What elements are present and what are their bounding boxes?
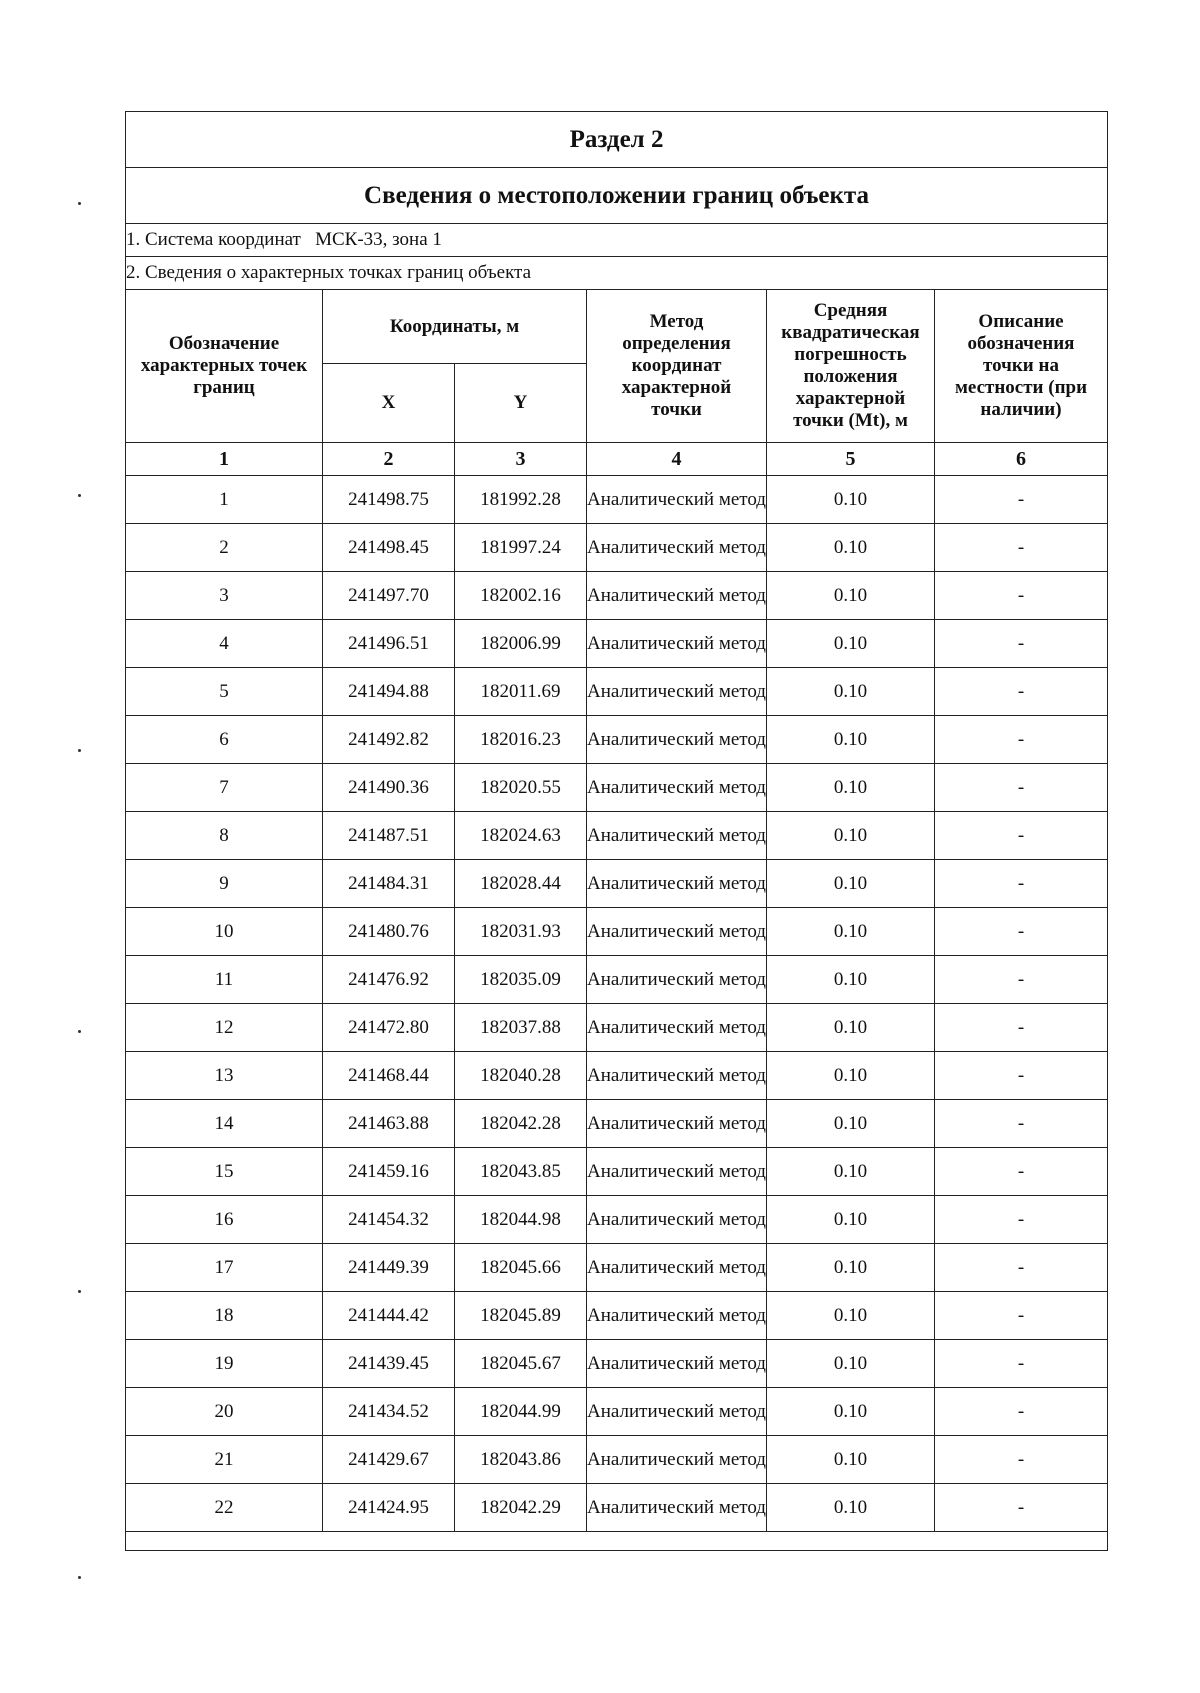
table-row <box>126 1340 1108 1388</box>
method: Аналитический метод <box>587 956 767 1004</box>
coord-y: 182044.99 <box>455 1388 587 1436</box>
method: Аналитический метод <box>587 764 767 812</box>
coord-y: 182031.93 <box>455 908 587 956</box>
scan-speck <box>78 1576 81 1579</box>
coord-y: 181992.28 <box>455 476 587 524</box>
method: Аналитический метод <box>587 524 767 572</box>
error-mt: 0.10 <box>767 1292 935 1340</box>
table-row <box>126 908 1108 956</box>
error-mt: 0.10 <box>767 764 935 812</box>
scan-speck <box>78 1030 81 1033</box>
coord-y: 182045.89 <box>455 1292 587 1340</box>
table-row <box>126 860 1108 908</box>
method: Аналитический метод <box>587 812 767 860</box>
description: - <box>935 1484 1108 1532</box>
coord-y: 182042.29 <box>455 1484 587 1532</box>
coord-x: 241444.42 <box>323 1292 455 1340</box>
error-mt: 0.10 <box>767 572 935 620</box>
point-number: 16 <box>126 1196 323 1244</box>
point-number: 6 <box>126 716 323 764</box>
coord-x: 241492.82 <box>323 716 455 764</box>
error-mt: 0.10 <box>767 476 935 524</box>
table-row <box>126 476 1108 524</box>
point-number: 12 <box>126 1004 323 1052</box>
coord-x: 241476.92 <box>323 956 455 1004</box>
header-coordinates: Координаты, м <box>323 290 587 364</box>
table-footer-cell <box>126 1532 1108 1551</box>
description: - <box>935 1388 1108 1436</box>
table-row <box>126 956 1108 1004</box>
table-row <box>126 812 1108 860</box>
coord-x: 241434.52 <box>323 1388 455 1436</box>
coord-y: 181997.24 <box>455 524 587 572</box>
method: Аналитический метод <box>587 1148 767 1196</box>
method: Аналитический метод <box>587 860 767 908</box>
coord-y: 182024.63 <box>455 812 587 860</box>
description: - <box>935 620 1108 668</box>
description: - <box>935 860 1108 908</box>
scan-speck <box>78 1290 81 1293</box>
coord-x: 241490.36 <box>323 764 455 812</box>
coord-x: 241439.45 <box>323 1340 455 1388</box>
error-mt: 0.10 <box>767 1244 935 1292</box>
method: Аналитический метод <box>587 668 767 716</box>
coord-x: 241484.31 <box>323 860 455 908</box>
description: - <box>935 908 1108 956</box>
column-number: 2 <box>323 443 455 476</box>
boundary-table <box>125 111 1108 1551</box>
coord-y: 182028.44 <box>455 860 587 908</box>
table-row <box>126 1244 1108 1292</box>
coord-y: 182037.88 <box>455 1004 587 1052</box>
coord-x: 241487.51 <box>323 812 455 860</box>
point-number: 5 <box>126 668 323 716</box>
method: Аналитический метод <box>587 620 767 668</box>
method: Аналитический метод <box>587 476 767 524</box>
point-number: 8 <box>126 812 323 860</box>
point-number: 9 <box>126 860 323 908</box>
coord-y: 182040.28 <box>455 1052 587 1100</box>
point-number: 20 <box>126 1388 323 1436</box>
point-number: 11 <box>126 956 323 1004</box>
coord-x: 241468.44 <box>323 1052 455 1100</box>
coord-x: 241497.70 <box>323 572 455 620</box>
point-number: 13 <box>126 1052 323 1100</box>
description: - <box>935 1004 1108 1052</box>
point-number: 17 <box>126 1244 323 1292</box>
point-number: 2 <box>126 524 323 572</box>
error-mt: 0.10 <box>767 1388 935 1436</box>
section-title: Раздел 2 <box>126 112 1108 168</box>
coord-y: 182020.55 <box>455 764 587 812</box>
description: - <box>935 764 1108 812</box>
method: Аналитический метод <box>587 1436 767 1484</box>
error-mt: 0.10 <box>767 1100 935 1148</box>
point-number: 14 <box>126 1100 323 1148</box>
scan-speck <box>78 749 81 752</box>
point-number: 22 <box>126 1484 323 1532</box>
error-mt: 0.10 <box>767 956 935 1004</box>
description: - <box>935 476 1108 524</box>
coord-x: 241424.95 <box>323 1484 455 1532</box>
method: Аналитический метод <box>587 1340 767 1388</box>
coord-x: 241496.51 <box>323 620 455 668</box>
column-number: 4 <box>587 443 767 476</box>
header-error: Средняя квадратическая погрешность положения характерной точки (Mt), м <box>767 290 935 443</box>
column-number: 1 <box>126 443 323 476</box>
table-row <box>126 1484 1108 1532</box>
description: - <box>935 1052 1108 1100</box>
coord-x: 241494.88 <box>323 668 455 716</box>
table-footer-row <box>126 1532 1108 1551</box>
description: - <box>935 812 1108 860</box>
method: Аналитический метод <box>587 1100 767 1148</box>
header-designation: Обозначение характерных точек границ <box>126 290 323 443</box>
error-mt: 0.10 <box>767 908 935 956</box>
table-row <box>126 668 1108 716</box>
error-mt: 0.10 <box>767 1004 935 1052</box>
coord-x: 241459.16 <box>323 1148 455 1196</box>
table-row <box>126 1052 1108 1100</box>
error-mt: 0.10 <box>767 1436 935 1484</box>
column-number: 6 <box>935 443 1108 476</box>
point-number: 1 <box>126 476 323 524</box>
error-mt: 0.10 <box>767 668 935 716</box>
scan-speck <box>78 494 81 497</box>
method: Аналитический метод <box>587 716 767 764</box>
description: - <box>935 1436 1108 1484</box>
point-number: 18 <box>126 1292 323 1340</box>
method: Аналитический метод <box>587 1052 767 1100</box>
method: Аналитический метод <box>587 1292 767 1340</box>
error-mt: 0.10 <box>767 1196 935 1244</box>
point-number: 19 <box>126 1340 323 1388</box>
error-mt: 0.10 <box>767 1340 935 1388</box>
coord-y: 182044.98 <box>455 1196 587 1244</box>
column-number: 5 <box>767 443 935 476</box>
description: - <box>935 1340 1108 1388</box>
error-mt: 0.10 <box>767 1052 935 1100</box>
scan-speck <box>78 202 81 205</box>
method: Аналитический метод <box>587 1388 767 1436</box>
table-row <box>126 716 1108 764</box>
method: Аналитический метод <box>587 1196 767 1244</box>
description: - <box>935 1196 1108 1244</box>
coord-y: 182006.99 <box>455 620 587 668</box>
header-y: Y <box>455 364 587 443</box>
error-mt: 0.10 <box>767 524 935 572</box>
point-number: 4 <box>126 620 323 668</box>
description: - <box>935 1100 1108 1148</box>
coord-x: 241480.76 <box>323 908 455 956</box>
table-row <box>126 1292 1108 1340</box>
point-number: 21 <box>126 1436 323 1484</box>
table-row <box>126 1148 1108 1196</box>
coord-y: 182042.28 <box>455 1100 587 1148</box>
table-row <box>126 764 1108 812</box>
coord-x: 241449.39 <box>323 1244 455 1292</box>
method: Аналитический метод <box>587 572 767 620</box>
coord-x: 241429.67 <box>323 1436 455 1484</box>
table-row <box>126 1388 1108 1436</box>
point-number: 15 <box>126 1148 323 1196</box>
method: Аналитический метод <box>587 1004 767 1052</box>
error-mt: 0.10 <box>767 860 935 908</box>
point-number: 3 <box>126 572 323 620</box>
column-number-row <box>126 443 1108 476</box>
table-row <box>126 524 1108 572</box>
method: Аналитический метод <box>587 908 767 956</box>
coordinate-system-line: 1. Система координат МСК-33, зона 1 <box>126 224 1108 257</box>
column-number: 3 <box>455 443 587 476</box>
coord-y: 182002.16 <box>455 572 587 620</box>
coord-y: 182016.23 <box>455 716 587 764</box>
coord-x: 241454.32 <box>323 1196 455 1244</box>
coord-y: 182043.85 <box>455 1148 587 1196</box>
table-row <box>126 1196 1108 1244</box>
table-row <box>126 1004 1108 1052</box>
point-number: 10 <box>126 908 323 956</box>
description: - <box>935 716 1108 764</box>
description: - <box>935 1292 1108 1340</box>
coord-y: 182045.67 <box>455 1340 587 1388</box>
document-sheet <box>125 111 1107 1551</box>
method: Аналитический метод <box>587 1244 767 1292</box>
coord-y: 182045.66 <box>455 1244 587 1292</box>
coord-y: 182043.86 <box>455 1436 587 1484</box>
coord-x: 241463.88 <box>323 1100 455 1148</box>
header-x: X <box>323 364 455 443</box>
table-row <box>126 620 1108 668</box>
table-row <box>126 1436 1108 1484</box>
error-mt: 0.10 <box>767 1148 935 1196</box>
points-info-line: 2. Сведения о характерных точках границ объекта <box>126 257 1108 290</box>
description: - <box>935 1148 1108 1196</box>
coord-x: 241472.80 <box>323 1004 455 1052</box>
header-description: Описание обозначения точки на местности (при наличии) <box>935 290 1108 443</box>
description: - <box>935 668 1108 716</box>
table-row <box>126 1100 1108 1148</box>
coord-y: 182011.69 <box>455 668 587 716</box>
description: - <box>935 1244 1108 1292</box>
error-mt: 0.10 <box>767 1484 935 1532</box>
description: - <box>935 956 1108 1004</box>
header-method: Метод определения координат характерной точки <box>587 290 767 443</box>
description: - <box>935 572 1108 620</box>
description: - <box>935 524 1108 572</box>
section-subtitle: Сведения о местоположении границ объекта <box>126 168 1108 224</box>
error-mt: 0.10 <box>767 716 935 764</box>
table-row <box>126 572 1108 620</box>
method: Аналитический метод <box>587 1484 767 1532</box>
error-mt: 0.10 <box>767 812 935 860</box>
coord-y: 182035.09 <box>455 956 587 1004</box>
error-mt: 0.10 <box>767 620 935 668</box>
coord-x: 241498.45 <box>323 524 455 572</box>
coord-x: 241498.75 <box>323 476 455 524</box>
point-number: 7 <box>126 764 323 812</box>
